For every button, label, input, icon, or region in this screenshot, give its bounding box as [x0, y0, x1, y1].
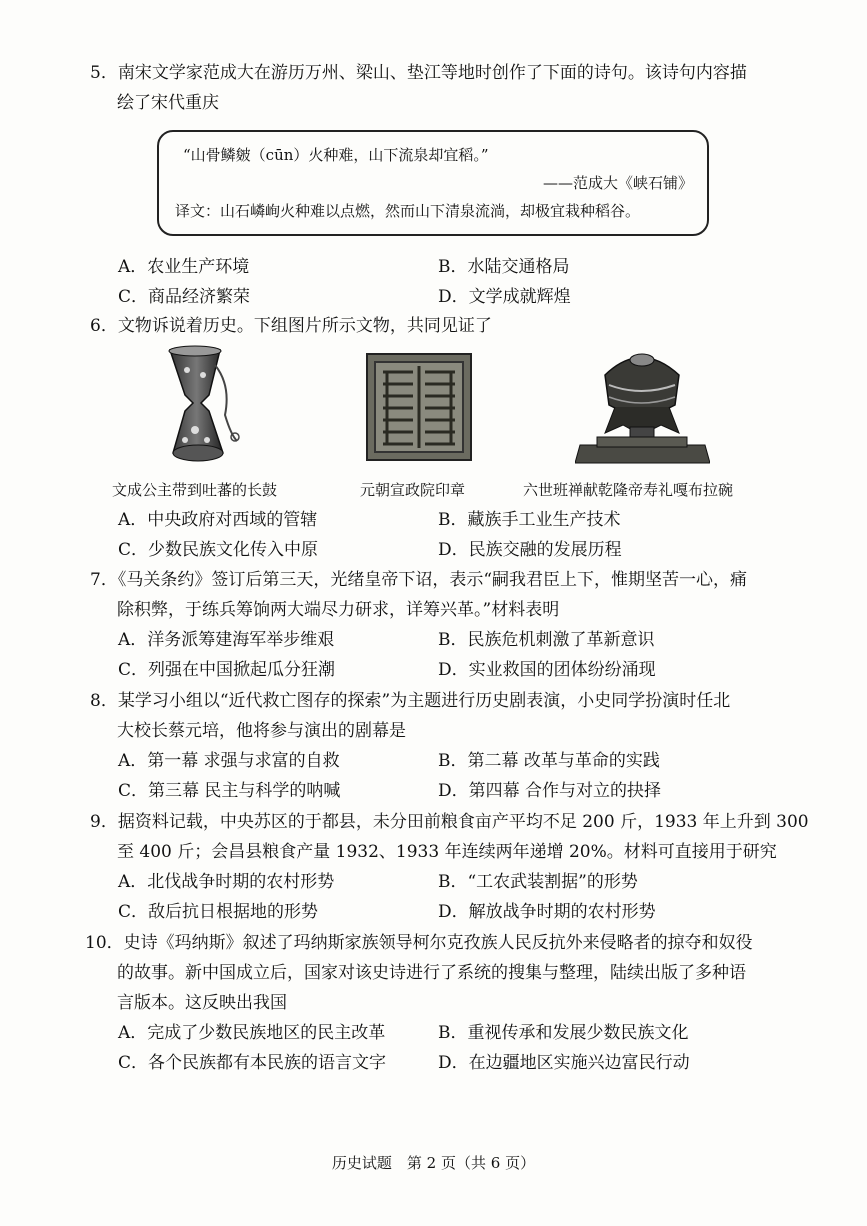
- question-5-stem-line1: 5．南宋文学家范成大在游历万州、梁山、垫江等地时创作了下面的诗句。该诗句内容描: [90, 63, 747, 83]
- seal-caption: 元朝宣政院印章: [360, 481, 466, 499]
- question-10-option-b[interactable]: B．重视传承和发展少数民族文化: [438, 1023, 689, 1043]
- page-footer: 历史试题 第 2 页（共 6 页）: [331, 1154, 536, 1172]
- question-9-stem-line1: 9．据资料记载，中央苏区的于都县，未分田前粮食亩产平均不足 200 斤，1933 年上升到 300: [90, 812, 809, 832]
- question-7-option-d[interactable]: D．实业救国的团体纷纷涌现: [438, 660, 656, 680]
- poem-source: ——范成大《峡石铺》: [542, 174, 693, 192]
- question-9-option-c[interactable]: C．敌后抗日根据地的形势: [118, 902, 319, 922]
- bowl-caption: 六世班禅献乾隆帝寿礼嘎布拉碗: [523, 481, 734, 499]
- question-6-option-d[interactable]: D．民族交融的发展历程: [438, 540, 622, 560]
- poem-translation: 译文：山石嶙峋火种难以点燃，然而山下清泉流淌，却极宜栽种稻谷。: [175, 202, 641, 220]
- drum-caption: 文成公主带到吐蕃的长鼓: [112, 481, 278, 499]
- question-10-stem-line3: 言版本。这反映出我国: [117, 993, 287, 1013]
- question-6-stem: 6．文物诉说着历史。下组图片所示文物，共同见证了: [90, 316, 492, 336]
- question-9-option-d[interactable]: D．解放战争时期的农村形势: [438, 902, 656, 922]
- question-5-option-a[interactable]: A．农业生产环境: [118, 257, 250, 277]
- question-9-stem-line2: 至 400 斤；会昌县粮食产量 1932、1933 年连续两年递增 20%。材料可直接用于研究: [117, 842, 777, 862]
- question-7-option-c[interactable]: C．列强在中国掀起瓜分狂潮: [118, 660, 336, 680]
- question-10-option-d[interactable]: D．在边疆地区实施兴边富民行动: [438, 1053, 690, 1073]
- question-10-stem-line2: 的故事。新中国成立后，国家对该史诗进行了系统的搜集与整理，陆续出版了多种语: [117, 963, 746, 983]
- question-8-option-c[interactable]: C．第三幕 民主与科学的呐喊: [118, 781, 341, 801]
- question-8-option-d[interactable]: D．第四幕 合作与对立的抉择: [438, 781, 662, 801]
- question-9-option-a[interactable]: A．北伐战争时期的农村形势: [118, 872, 335, 892]
- question-5-option-b[interactable]: B．水陆交通格局: [438, 257, 570, 277]
- question-8-option-a[interactable]: A．第一幕 求强与求富的自救: [118, 751, 340, 771]
- question-8-stem-line2: 大校长蔡元培，他将参与演出的剧幕是: [117, 721, 406, 741]
- question-6-option-b[interactable]: B．藏族手工业生产技术: [438, 510, 621, 530]
- question-7-option-a[interactable]: A．洋务派筹建海军举步维艰: [118, 630, 335, 650]
- poem-text: “山骨鳞皴（cūn）火种难，山下流泉却宜稻。”: [183, 146, 489, 164]
- question-7-stem-line1: 7．《马关条约》签订后第三天，光绪皇帝下诏，表示“嗣我君臣上下，惟期坚苦一心，痛: [90, 570, 748, 590]
- drum-artifact-icon: [165, 345, 245, 474]
- question-9-option-b[interactable]: B．“工农武装割据”的形势: [438, 872, 638, 892]
- poem-quote-box: [157, 130, 709, 236]
- question-6-option-c[interactable]: C．少数民族文化传入中原: [118, 540, 319, 560]
- question-6-option-a[interactable]: A．中央政府对西域的管辖: [118, 510, 318, 530]
- question-10-option-a[interactable]: A．完成了少数民族地区的民主改革: [118, 1023, 386, 1043]
- question-7-stem-line2: 除积弊，于练兵筹饷两大端尽力研求，详筹兴革。”材料表明: [117, 600, 560, 620]
- question-5-stem-line2: 绘了宋代重庆: [117, 93, 219, 113]
- bowl-artifact-icon: [575, 345, 710, 474]
- question-5-option-d[interactable]: D．文学成就辉煌: [438, 287, 571, 307]
- question-10-option-c[interactable]: C．各个民族都有本民族的语言文字: [118, 1053, 387, 1073]
- seal-artifact-icon: [365, 352, 473, 466]
- question-8-stem-line1: 8．某学习小组以“近代救亡图存的探索”为主题进行历史剧表演，小史同学扮演时任北: [90, 691, 731, 711]
- question-8-option-b[interactable]: B．第二幕 改革与革命的实践: [438, 751, 660, 771]
- question-10-stem-line1: 10．史诗《玛纳斯》叙述了玛纳斯家族领导柯尔克孜族人民反抗外来侵略者的掠夺和奴役: [85, 933, 753, 953]
- question-7-option-b[interactable]: B．民族危机刺激了革新意识: [438, 630, 655, 650]
- question-5-option-c[interactable]: C．商品经济繁荣: [118, 287, 251, 307]
